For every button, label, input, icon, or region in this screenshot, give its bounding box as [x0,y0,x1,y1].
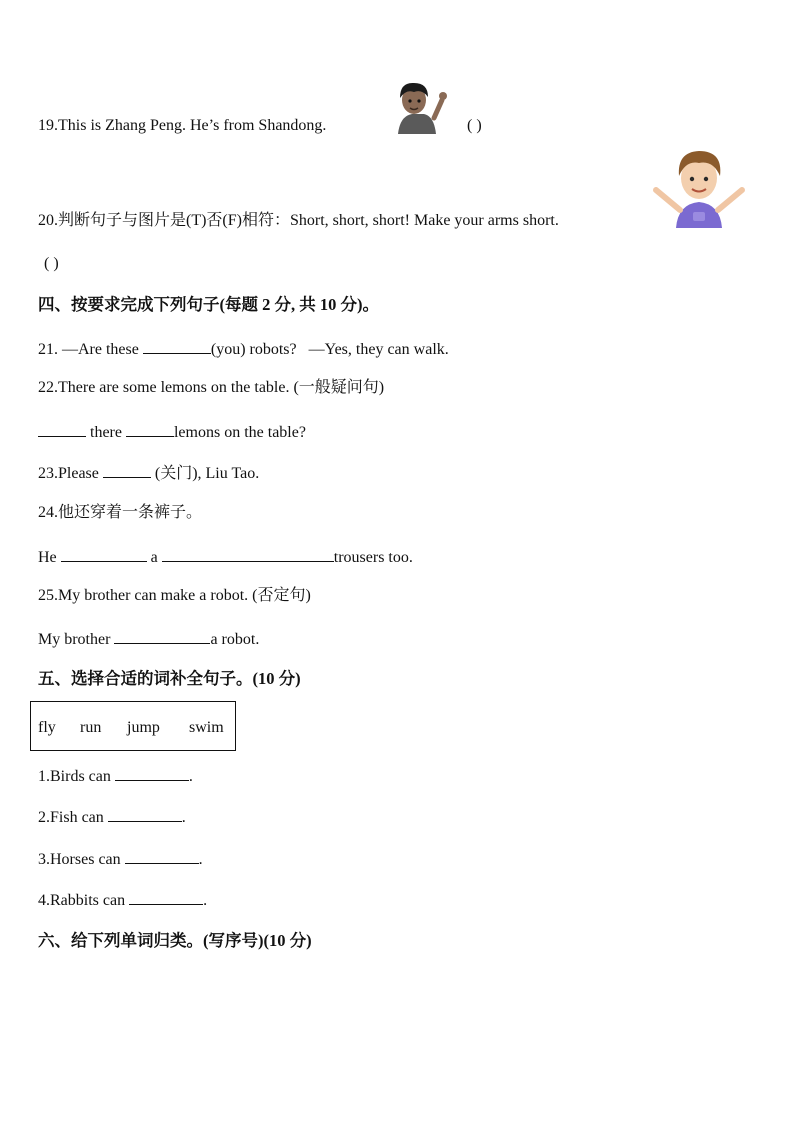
answer-blank-s5-2[interactable] [108,806,182,822]
s5-question-text: 2.Fish can [38,809,104,826]
question-25-answer [38,628,259,650]
question-22-part-c: lemons on the table? [173,424,306,441]
question-24-part-a: He [38,549,57,566]
s5-question-1 [38,765,193,787]
answer-blank-s5-3[interactable] [125,848,199,864]
s5-question-3 [38,848,203,870]
word-option: fly [38,719,56,736]
word-option: run [80,719,102,736]
s5-question-4 [38,889,207,911]
s5-question-text: 1.Birds can [38,768,111,785]
answer-blank-22-2[interactable] [126,421,174,437]
period: . [181,809,186,826]
answer-blank-s5-1[interactable] [115,765,189,781]
word-option: swim [189,719,224,736]
question-25-part-a: My brother [38,631,111,648]
word-option: jump [127,719,160,736]
section-6-title: 六、给下列单词归类。(写序号)(10 分) [38,931,312,950]
question-22-answer [38,421,306,443]
question-24-part-b: a [150,549,158,566]
question-23 [38,462,259,484]
answer-blank-23[interactable] [103,462,151,478]
section-4-title: 四、按要求完成下列句子(每题 2 分, 共 10 分)。 [38,295,379,314]
question-19-text: 19.This is Zhang Peng. He’s from Shandong. [38,117,327,134]
question-21 [38,338,449,360]
answer-blank-21[interactable] [143,338,211,354]
question-24-answer [38,546,413,568]
answer-blank-s5-4[interactable] [129,889,203,905]
s5-question-text: 3.Horses can [38,851,121,868]
question-20 [38,211,559,231]
section-5-title: 五、选择合适的词补全句子。(10 分) [38,669,301,688]
question-22-part-b: there [90,424,122,441]
question-21-part-a: 21. —Are these [38,341,139,358]
question-24: 24.他还穿着一条裤子。 [38,504,203,521]
answer-parentheses-20[interactable]: ( ) [44,255,59,272]
question-22: 22.There are some lemons on the table. (一般疑问句) [38,379,385,396]
question-20-text: 20.判断句子与图片是(T)否(F)相符：Short, short, short! Make your arms short. [38,212,559,229]
question-23-part-b: (关门), Liu Tao. [154,465,260,482]
question-25: 25.My brother can make a robot. (否定句) [38,587,311,604]
question-19 [38,116,326,136]
answer-blank-22-1[interactable] [38,421,86,437]
answer-blank-25[interactable] [114,628,210,644]
s5-question-text: 4.Rabbits can [38,892,126,909]
answer-parentheses-19[interactable]: ( ) [467,117,482,134]
period: . [198,851,203,868]
zhang-peng-illustration [390,80,450,134]
word-bank-box [30,701,236,751]
period: . [203,892,208,909]
question-25-part-b: a robot. [210,631,260,648]
question-23-part-a: 23.Please [38,465,99,482]
answer-blank-24-2[interactable] [162,546,334,562]
question-21-part-b: (you) robots? [210,341,297,358]
period: . [188,768,193,785]
question-21-part-c: —Yes, they can walk. [308,341,449,358]
answer-blank-24-1[interactable] [61,546,147,562]
s5-question-2 [38,806,186,828]
question-24-part-c: trousers too. [333,549,413,566]
boy-shrugging-illustration [650,146,748,228]
